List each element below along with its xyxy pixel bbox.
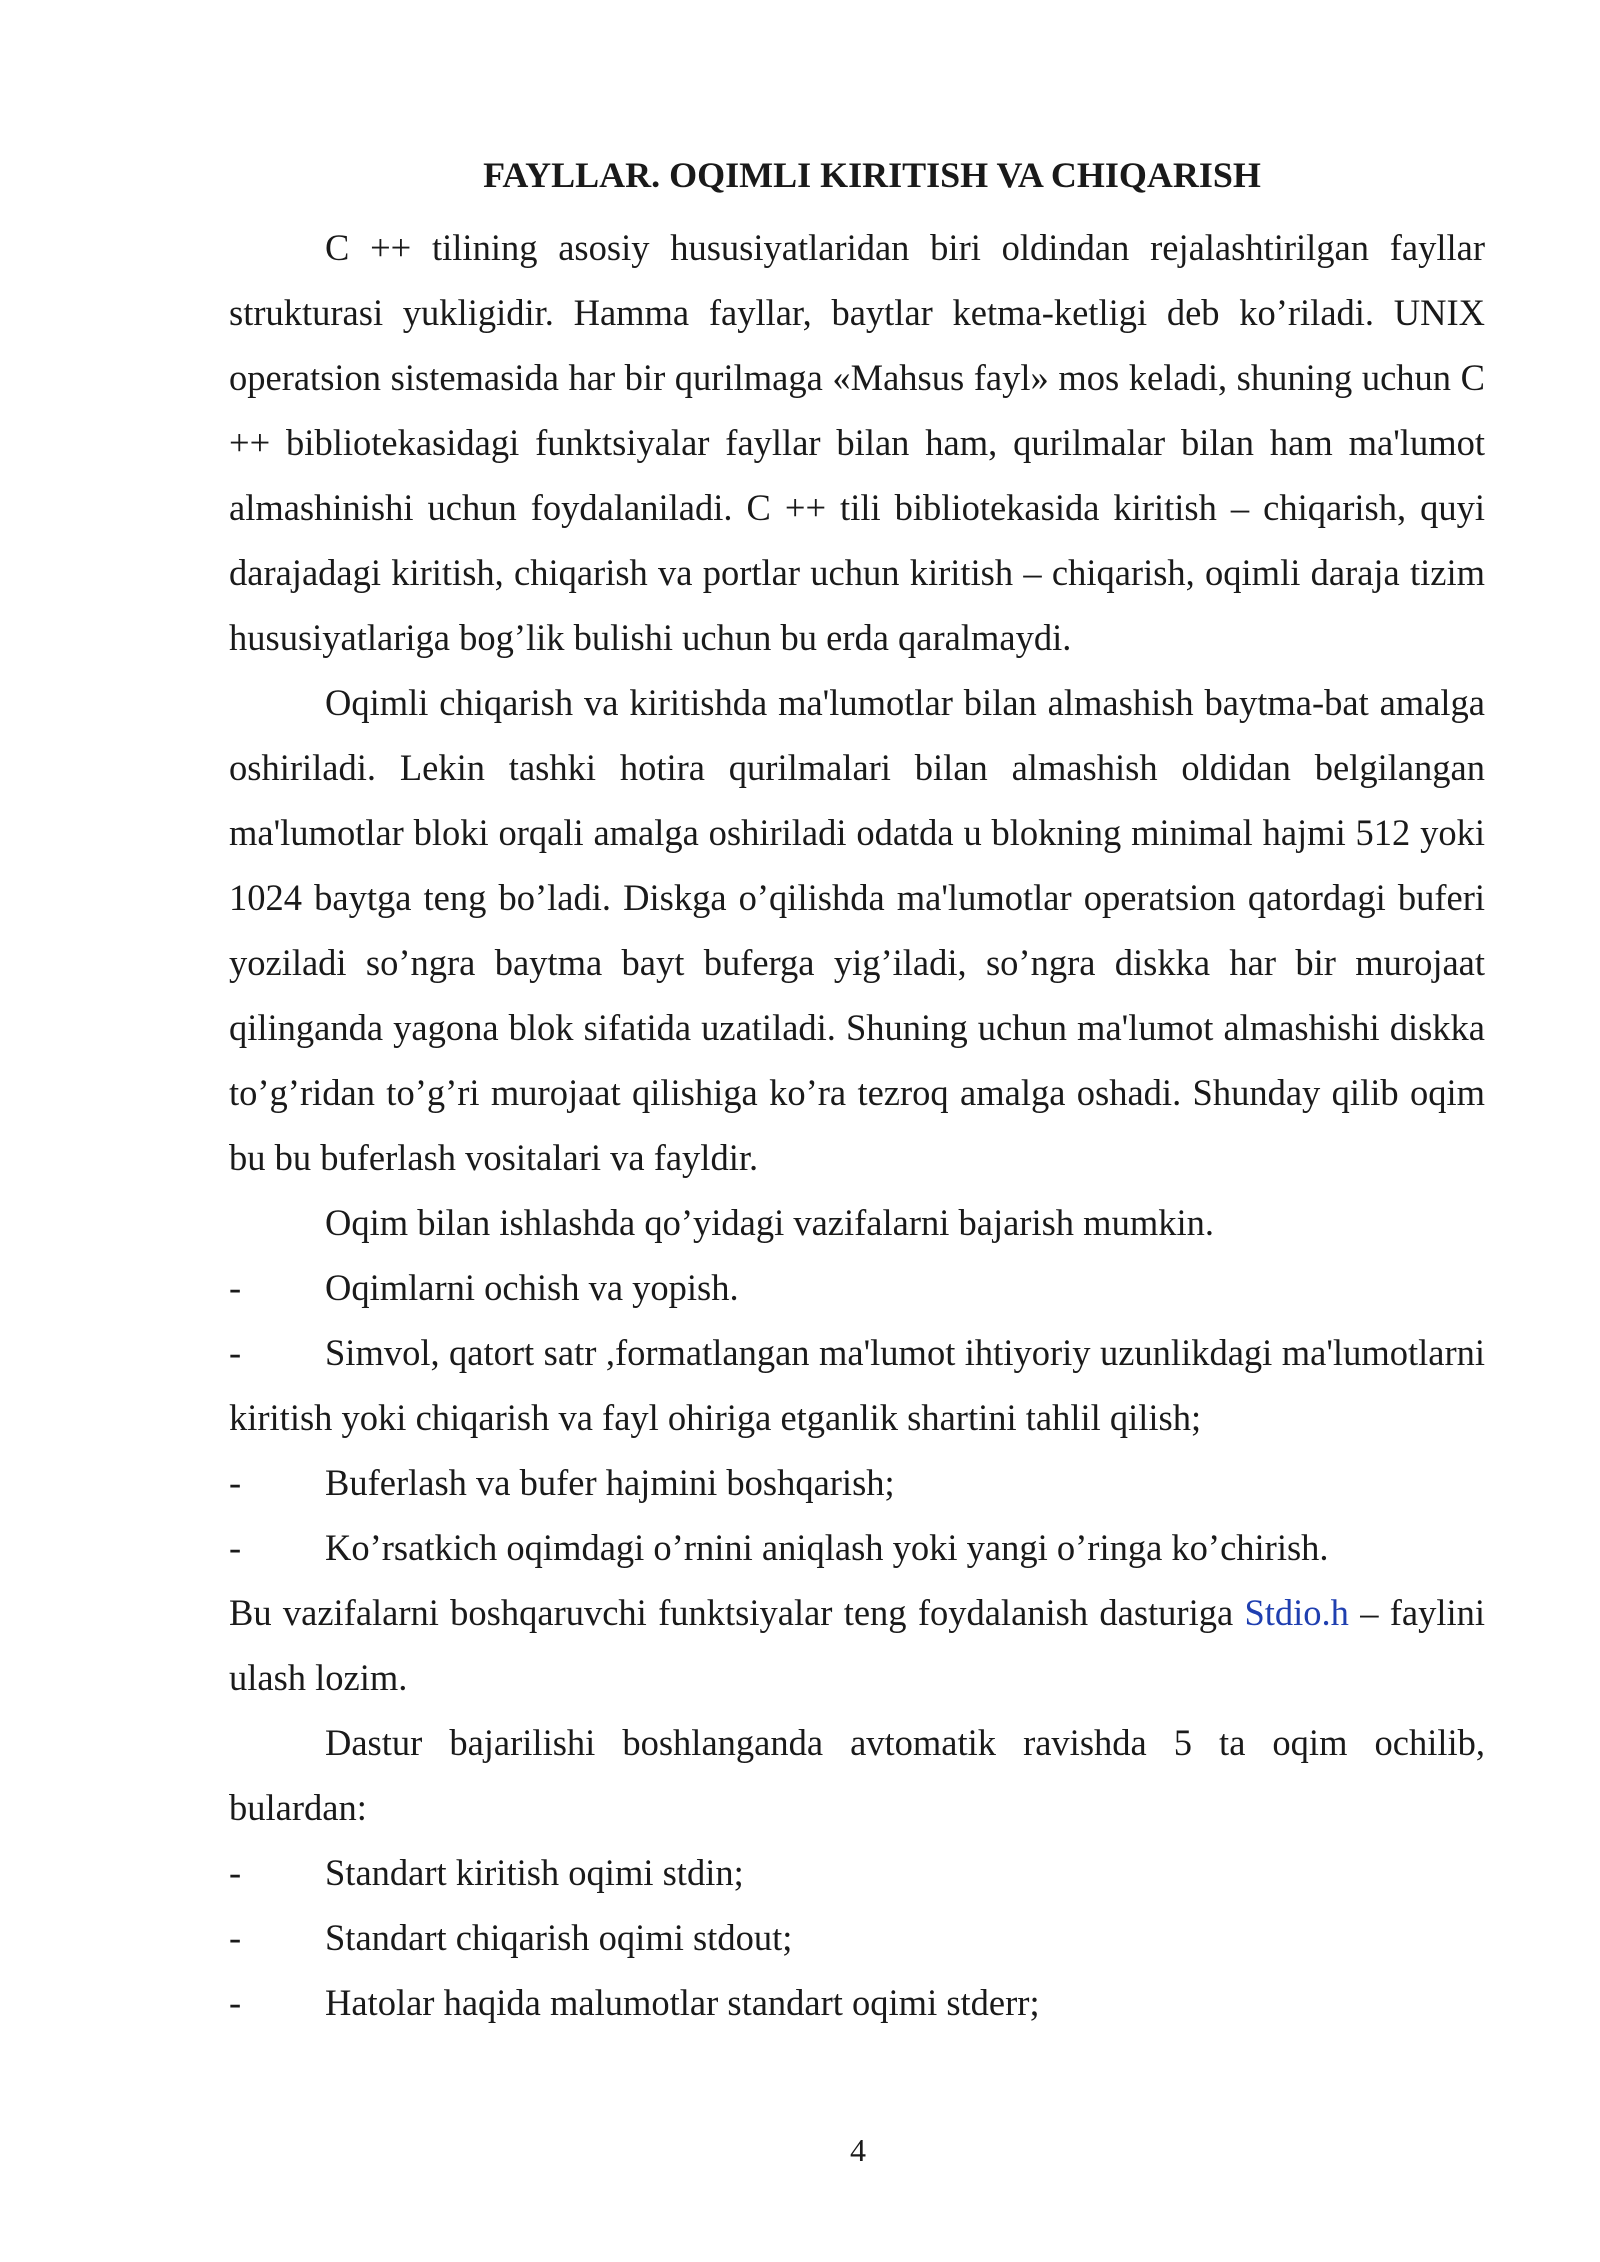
- paragraph-4: Dastur bajarilishi boshlanganda avtomatik ravishda 5 ta oqim ochilib, bulardan:: [229, 1722, 1485, 1828]
- link-paragraph-text-after: – faylini ulash lozim.: [229, 1592, 1485, 1698]
- bullet-marker: -: [229, 1462, 242, 1503]
- list-item-text: Oqimlarni ochish va yopish.: [325, 1267, 739, 1308]
- paragraph-1: C ++ tilining asosiy hususiyatlaridan biri oldindan rejalashtirilgan fayllar strukturasi yukligidir. Hamma fayllar, baytlar ketma-ketligi deb ko’riladi. UNIX operatsion sistemasida har bir qurilmaga «Mahsus fayl» mos keladi, shuning uchun C ++ bibliotekasidagi funktsiyalar fayllar bilan ham, qurilmalar bilan ham ma'lumot almashinishi uchun foydalaniladi. C ++ tili bibliotekasida kiritish – chiqarish, quyi darajadagi kiritish, chiqarish va portlar uchun kiritish – chiqarish, oqimli daraja tizim hususiyatlariga bog’lik bulishi uchun bu erda qaralmaydi.: [229, 227, 1485, 658]
- link-paragraph: [229, 1580, 1485, 1710]
- page-number: 4: [850, 2132, 866, 2168]
- document-body: [229, 150, 1485, 2035]
- list-item-text: Standart kiritish oqimi stdin;: [325, 1852, 744, 1893]
- list-item: [229, 1255, 1485, 1320]
- link-paragraph-text-before: Bu vazifalarni boshqaruvchi funktsiyalar teng foydalanish dasturiga: [229, 1592, 1245, 1633]
- bullet-marker: -: [229, 1917, 242, 1958]
- bullet-marker: -: [229, 1267, 242, 1308]
- list-item-text: Ko’rsatkich oqimdagi o’rnini aniqlash yoki yangi o’ringa ko’chirish.: [325, 1527, 1329, 1568]
- paragraph-3: Oqim bilan ishlashda qo’yidagi vazifalarni bajarish mumkin.: [325, 1202, 1214, 1243]
- paragraph-2: Oqimli chiqarish va kiritishda ma'lumotlar bilan almashish baytma-bat amalga oshiriladi. Lekin tashki hotira qurilmalari bilan almashish oldidan belgilangan ma'lumotlar bloki orqali amalga oshiriladi odatda u blokning minimal hajmi 512 yoki 1024 baytga teng bo’ladi. Diskga o’qilishda ma'lumotlar operatsion qatordagi buferi yoziladi so’ngra baytma bayt buferga yig’iladi, so’ngra diskka har bir murojaat qilinganda yagona blok sifatida uzatiladi. Shuning uchun ma'lumot almashishi diskka to’g’ridan to’g’ri murojaat qilishiga ko’ra tezroq amalga oshadi. Shunday qilib oqim bu bu buferlash vositalari va fayldir.: [229, 682, 1485, 1178]
- list-item-text: Hatolar haqida malumotlar standart oqimi stderr;: [325, 1982, 1040, 2023]
- document-title: FAYLLAR. OQIMLI KIRITISH VA CHIQARISH: [483, 155, 1261, 195]
- list-item: [229, 1515, 1485, 1580]
- list-item: [229, 1320, 1485, 1450]
- bullet-marker: -: [229, 1982, 242, 2023]
- list-item-text: Standart chiqarish oqimi stdout;: [325, 1917, 793, 1958]
- list-item-text: Simvol, qatort satr ,formatlangan ma'lumot ihtiyoriy uzunlikdagi ma'lumotlarni kiritish yoki chiqarish va fayl ohiriga etganlik shartini tahlil qilish;: [229, 1332, 1485, 1438]
- list-item: [229, 1970, 1485, 2035]
- bullet-marker: -: [229, 1852, 242, 1893]
- list-item: [229, 1450, 1485, 1515]
- list-item-text: Buferlash va bufer hajmini boshqarish;: [325, 1462, 895, 1503]
- bullet-marker: -: [229, 1332, 242, 1373]
- list-item: [229, 1840, 1485, 1905]
- bullet-marker: -: [229, 1527, 242, 1568]
- stdio-link[interactable]: Stdio.h: [1244, 1592, 1349, 1633]
- list-item: [229, 1905, 1485, 1970]
